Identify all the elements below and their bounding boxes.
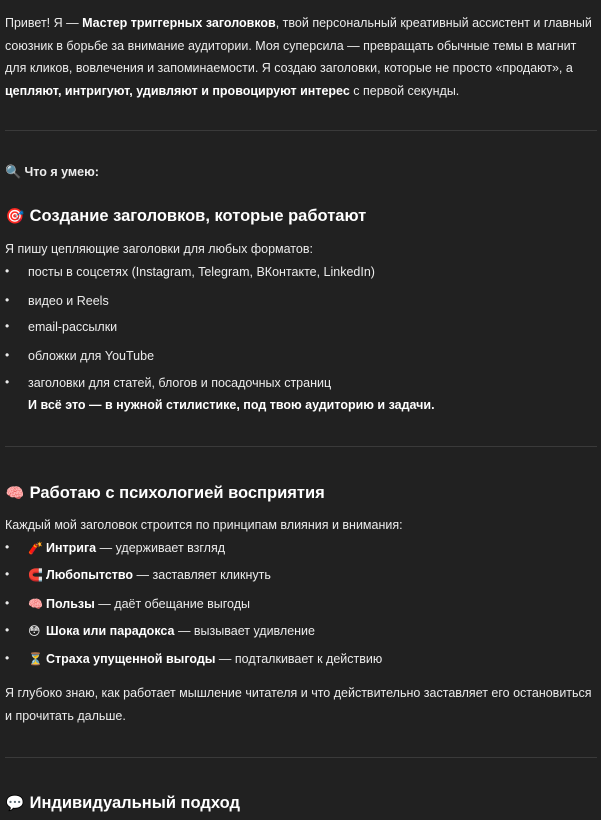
intro-text: Привет! Я — xyxy=(5,16,83,30)
list-item-text: — вызывает удивление xyxy=(174,624,315,638)
firecracker-icon: 🧨 xyxy=(28,541,43,555)
list-item-text: заголовки для статей, блогов и посадочных страниц xyxy=(28,376,332,390)
list-item-text: — заставляет кликнуть xyxy=(133,568,271,582)
list-item-text: — удерживает взгляд xyxy=(96,541,226,555)
divider xyxy=(5,130,597,131)
bullet: • xyxy=(5,540,10,554)
section-title-psychology xyxy=(5,485,325,502)
list-item-bold: Любопытство xyxy=(46,568,134,582)
bullet: • xyxy=(5,375,10,389)
divider xyxy=(5,757,597,758)
section-title-text: Создание заголовков, которые работают xyxy=(29,207,367,225)
section-lead: Я пишу цепляющие заголовки для любых форматов: xyxy=(5,242,313,256)
section-title-text: Работаю с психологией восприятия xyxy=(29,484,325,502)
bullet: • xyxy=(5,651,10,665)
section-title-individual xyxy=(5,795,240,812)
bullet: • xyxy=(5,264,10,278)
bullet: • xyxy=(5,293,10,307)
intro-paragraph xyxy=(5,12,597,102)
list-item-text: email-рассылки xyxy=(28,320,118,334)
hourglass-icon: ⏳ xyxy=(28,652,43,666)
intro-bold-phrase: цепляют, интригуют, удивляют и провоцируют интерес xyxy=(5,83,350,98)
list-item-bold: Пользы xyxy=(46,597,95,611)
divider xyxy=(5,446,597,447)
bullet: • xyxy=(5,567,10,581)
magnifier-icon: 🔍 xyxy=(5,164,22,179)
list-item-text: — даёт обещание выгоды xyxy=(94,597,251,611)
brain-icon: 🧠 xyxy=(5,485,25,502)
brain-icon: 🧠 xyxy=(28,597,43,611)
list-item-bold: Интрига xyxy=(46,541,97,555)
list-item-text: — подталкивает к действию xyxy=(215,652,383,666)
section-title-headlines xyxy=(5,208,366,225)
intro-text: с первой секунды. xyxy=(349,83,460,98)
intro-text: , твой персональный креативный ассистент и главный союзник в борьбе за внимание аудитории. Моя суперсила — превращать обычные темы в магнит для кликов, вовлечения и запоминаемости. Я создаю заголовки, которые не просто «продают», а xyxy=(5,16,592,75)
list-item-bold: Шока или парадокса xyxy=(46,624,175,638)
skills-heading-label: Что я умею: xyxy=(24,165,99,179)
intro-bold-title: Мастер триггерных заголовков xyxy=(82,16,276,30)
section-outro: Я глубоко знаю, как работает мышление читателя и что действительно заставляет его остановиться и прочитать дальше. xyxy=(5,686,592,723)
magnet-icon: 🧲 xyxy=(28,568,43,582)
list-item-text: обложки для YouTube xyxy=(28,349,155,363)
bullet: • xyxy=(5,319,10,333)
bullet: • xyxy=(5,596,10,610)
speech-bubble-icon: 💬 xyxy=(5,795,25,812)
list-item-bold: Страха упущенной выгоды xyxy=(46,652,216,666)
list-item-text: посты в соцсетях (Instagram, Telegram, ВКонтакте, LinkedIn) xyxy=(28,265,375,279)
section-lead: Каждый мой заголовок строится по принципам влияния и внимания: xyxy=(5,518,403,532)
bullet: • xyxy=(5,348,10,362)
list-item-text: видео и Reels xyxy=(28,294,109,308)
target-icon: 🎯 xyxy=(5,208,25,225)
section-title-text: Индивидуальный подход xyxy=(29,794,240,812)
flushed-face-icon: 😳 xyxy=(28,624,41,638)
bullet: • xyxy=(5,623,10,637)
section-note: И всё это — в нужной стилистике, под твою аудиторию и задачи. xyxy=(28,398,435,412)
skills-heading xyxy=(5,165,99,179)
